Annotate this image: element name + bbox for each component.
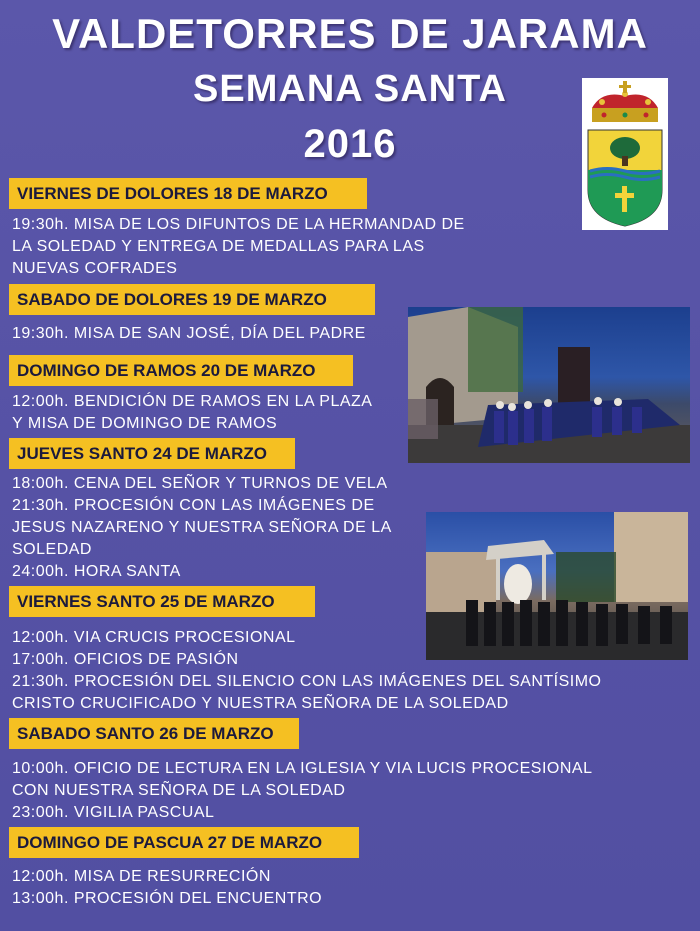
day-heading-domingo-ramos: DOMINGO DE RAMOS 20 DE MARZO	[9, 355, 353, 386]
schedule-line: 10:00h. OFICIO DE LECTURA EN LA IGLESIA Y VIA LUCIS PROCESIONAL	[12, 760, 593, 777]
procession-photo-night	[408, 307, 690, 463]
procession-photo-soledad	[426, 512, 688, 660]
schedule-line: NUEVAS COFRADES	[12, 260, 178, 277]
schedule-line: LA SOLEDAD Y ENTREGA DE MEDALLAS PARA LAS	[12, 238, 425, 255]
schedule-line: CRISTO CRUCIFICADO Y NUESTRA SEÑORA DE LA SOLEDAD	[12, 695, 509, 712]
schedule-line: 24:00h. HORA SANTA	[12, 563, 181, 580]
day-heading-viernes-santo: VIERNES SANTO 25 DE MARZO	[9, 586, 315, 617]
day-heading-jueves-santo: JUEVES SANTO 24 DE MARZO	[9, 438, 295, 469]
event-title: SEMANA SANTA	[193, 68, 507, 110]
schedule-line: 19:30h. MISA DE SAN JOSÉ, DÍA DEL PADRE	[12, 325, 366, 342]
schedule-line: JESUS NAZARENO Y NUESTRA SEÑORA DE LA	[12, 519, 392, 536]
year-title: 2016	[303, 122, 397, 166]
town-title: VALDETORRES DE JARAMA	[52, 10, 648, 57]
schedule-line: SOLEDAD	[12, 541, 92, 558]
schedule-line: CON NUESTRA SEÑORA DE LA SOLEDAD	[12, 782, 346, 799]
schedule-line: 12:00h. VIA CRUCIS PROCESIONAL	[12, 629, 296, 646]
schedule-line: 12:00h. MISA DE RESURRECIÓN	[12, 868, 271, 885]
schedule-line: 13:00h. PROCESIÓN DEL ENCUENTRO	[12, 890, 323, 907]
day-heading-domingo-pascua: DOMINGO DE PASCUA 27 DE MARZO	[9, 827, 359, 858]
schedule-line: 21:30h. PROCESIÓN DEL SILENCIO CON LAS IMÁGENES DEL SANTÍSIMO	[12, 673, 602, 690]
schedule-line: 12:00h. BENDICIÓN DE RAMOS EN LA PLAZA	[12, 393, 373, 410]
schedule-line: 23:00h. VIGILIA PASCUAL	[12, 804, 215, 821]
coat-of-arms-icon	[582, 78, 668, 230]
day-heading-sabado-dolores: SABADO DE DOLORES 19 DE MARZO	[9, 284, 375, 315]
day-heading-viernes-dolores: VIERNES DE DOLORES 18 DE MARZO	[9, 178, 367, 209]
schedule-line: Y MISA DE DOMINGO DE RAMOS	[12, 415, 278, 432]
day-heading-sabado-santo: SABADO SANTO 26 DE MARZO	[9, 718, 299, 749]
schedule-line: 19:30h. MISA DE LOS DIFUNTOS DE LA HERMANDAD DE	[12, 216, 465, 233]
schedule-line: 21:30h. PROCESIÓN CON LAS IMÁGENES DE	[12, 497, 375, 514]
schedule-line: 17:00h. OFICIOS DE PASIÓN	[12, 651, 239, 668]
schedule-line: 18:00h. CENA DEL SEÑOR Y TURNOS DE VELA	[12, 475, 388, 492]
coat-of-arms-image	[582, 78, 668, 230]
